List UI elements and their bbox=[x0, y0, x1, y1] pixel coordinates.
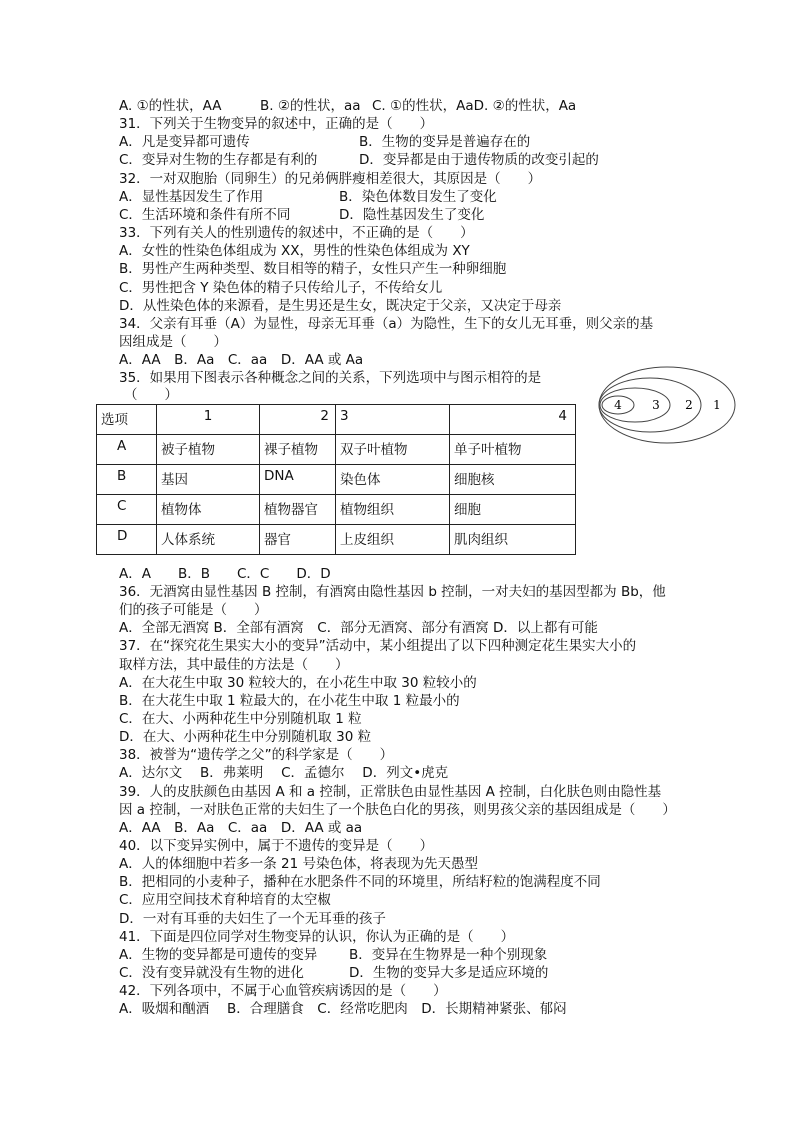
q30-option-cd: C. ①的性状，AaD. ②的性状，Aa bbox=[372, 98, 577, 114]
table-cell: 裸子植物 bbox=[260, 435, 336, 465]
q36-stem-line1: 36．无酒窝由显性基因 B 控制，有酒窝由隐性基因 b 控制，一对夫妇的基因型都为 Bb，他 bbox=[119, 584, 666, 600]
q38-stem: 38．被誉为“遗传学之父”的科学家是（ ） bbox=[119, 747, 394, 763]
circle-label: 2 bbox=[685, 398, 693, 412]
table-header-cell: 1 bbox=[157, 405, 260, 435]
q37-stem-line1: 37．在“探究花生果实大小的变异”活动中，某小组提出了以下四种测定花生果实大小的 bbox=[119, 638, 637, 654]
table-cell: 双子叶植物 bbox=[336, 435, 450, 465]
q30-option-a: A. ①的性状，AA bbox=[119, 98, 222, 114]
table-cell: 植物体 bbox=[157, 495, 260, 525]
q32-option-b: B．染色体数目发生了变化 bbox=[339, 189, 497, 205]
q41-option-a: A．生物的变异都是可遗传的变异 bbox=[119, 947, 318, 963]
q33-option-b: B．男性产生两种类型、数目相等的精子，女性只产生一种卵细胞 bbox=[119, 261, 507, 277]
q36-stem-line2: 们的孩子可能是（ ） bbox=[119, 602, 268, 618]
table-header-row bbox=[97, 405, 576, 435]
table-header-cell: 4 bbox=[450, 405, 576, 435]
table-cell: 细胞 bbox=[450, 495, 576, 525]
q33-option-d: D．从性染色体的来源看，是生男还是生女，既决定于父亲，又决定于母亲 bbox=[119, 298, 562, 314]
q37-option-a: A．在大花生中取 30 粒较大的，在小花生中取 30 粒较小的 bbox=[119, 675, 477, 691]
q35-stem-line1: 35．如果用下图表示各种概念之间的关系，下列选项中与图示相符的是 bbox=[119, 370, 542, 386]
table-cell: 植物器官 bbox=[260, 495, 336, 525]
q34-stem-line2: 因组成是（ ） bbox=[119, 334, 227, 350]
q32-stem: 32．一对双胞胎（同卵生）的兄弟俩胖瘦相差很大，其原因是（ ） bbox=[119, 171, 542, 187]
nested-circles-diagram bbox=[598, 366, 744, 446]
q39-options: A．AA B．Aa C．aa D．AA 或 aa bbox=[119, 820, 363, 836]
q32-option-d: D．隐性基因发生了变化 bbox=[339, 207, 485, 223]
q31-option-b: B．生物的变异是普遍存在的 bbox=[359, 134, 531, 150]
table-header-cell: 选项 bbox=[97, 405, 157, 435]
q31-option-a: A．凡是变异都可遗传 bbox=[119, 134, 250, 150]
q33-option-a: A．女性的性染色体组成为 XX，男性的性染色体组成为 XY bbox=[119, 243, 470, 259]
circle-label: 4 bbox=[614, 398, 622, 412]
q33-stem: 33．下列有关人的性别遗传的叙述中，不正确的是（ ） bbox=[119, 225, 474, 241]
table-cell: 肌肉组织 bbox=[450, 525, 576, 555]
q41-option-b: B．变异在生物界是一种个别现象 bbox=[349, 947, 548, 963]
table-cell: B bbox=[97, 465, 157, 495]
table-cell: 单子叶植物 bbox=[450, 435, 576, 465]
q30-option-b: B. ②的性状，aa bbox=[260, 98, 361, 114]
q36-options: A．全部无酒窝 B．全部有酒窝 C．部分无酒窝、部分有酒窝 D．以上都有可能 bbox=[119, 620, 598, 636]
circle-label: 1 bbox=[713, 398, 721, 412]
table-cell: 人体系统 bbox=[157, 525, 260, 555]
q35-options-table bbox=[96, 404, 576, 555]
table-header-cell: 2 bbox=[260, 405, 336, 435]
q33-option-c: C．男性把含 Y 染色体的精子只传给儿子，不传给女儿 bbox=[119, 280, 443, 296]
table-cell: D bbox=[97, 525, 157, 555]
q41-option-c: C．没有变异就没有生物的进化 bbox=[119, 965, 304, 981]
table-cell: 被子植物 bbox=[157, 435, 260, 465]
q37-stem-line2: 取样方法，其中最佳的方法是（ ） bbox=[119, 657, 349, 673]
table-cell: DNA bbox=[260, 465, 336, 495]
q34-options: A．AA B．Aa C．aa D．AA 或 Aa bbox=[119, 352, 364, 368]
q31-option-d: D．变异都是由于遗传物质的改变引起的 bbox=[359, 152, 599, 168]
table-cell: A bbox=[97, 435, 157, 465]
q42-stem: 42．下列各项中，不属于心血管疾病诱因的是（ ） bbox=[119, 983, 447, 999]
circle-label: 3 bbox=[652, 398, 660, 412]
q42-options: A．吸烟和酗酒 B．合理膳食 C．经常吃肥肉 D．长期精神紧张、郁闷 bbox=[119, 1001, 567, 1017]
table-row bbox=[97, 435, 576, 465]
table-cell: 细胞核 bbox=[450, 465, 576, 495]
table-row bbox=[97, 525, 576, 555]
table-row bbox=[97, 465, 576, 495]
q34-stem-line1: 34．父亲有耳垂（A）为显性，母亲无耳垂（a）为隐性，生下的女儿无耳垂，则父亲的基 bbox=[119, 316, 654, 332]
q41-option-d: D．生物的变异大多是适应环境的 bbox=[349, 965, 549, 981]
table-header-cell: 3 bbox=[336, 405, 450, 435]
table-cell: 植物组织 bbox=[336, 495, 450, 525]
q37-option-d: D．在大、小两种花生中分别随机取 30 粒 bbox=[119, 729, 372, 745]
q39-stem-line2: 因 a 控制，一对肤色正常的夫妇生了一个肤色白化的男孩，则男孩父亲的基因组成是（ ） bbox=[119, 802, 676, 818]
table-cell: 基因 bbox=[157, 465, 260, 495]
table-cell: C bbox=[97, 495, 157, 525]
q35-options: A．A B．B C．C D．D bbox=[119, 566, 331, 582]
q38-options: A．达尔文 B．弗莱明 C．孟德尔 D．列文•虎克 bbox=[119, 765, 449, 781]
q40-stem: 40．以下变异实例中，属于不遗传的变异是（ ） bbox=[119, 838, 434, 854]
q37-option-c: C．在大、小两种花生中分别随机取 1 粒 bbox=[119, 711, 362, 727]
q40-option-b: B．把相同的小麦种子，播种在水肥条件不同的环境里，所结籽粒的饱满程度不同 bbox=[119, 874, 601, 890]
q31-option-c: C．变异对生物的生存都是有利的 bbox=[119, 152, 318, 168]
table-cell: 上皮组织 bbox=[336, 525, 450, 555]
table-cell: 器官 bbox=[260, 525, 336, 555]
q31-stem: 31．下列关于生物变异的叙述中，正确的是（ ） bbox=[119, 116, 434, 132]
q40-option-a: A．人的体细胞中若多一条 21 号染色体，将表现为先天愚型 bbox=[119, 856, 478, 872]
table-row bbox=[97, 495, 576, 525]
q40-option-d: D．一对有耳垂的夫妇生了一个无耳垂的孩子 bbox=[119, 911, 386, 927]
q39-stem-line1: 39．人的皮肤颜色由基因 A 和 a 控制，正常肤色由显性基因 A 控制，白化肤色则由隐性基 bbox=[119, 784, 662, 800]
q32-option-c: C．生活环境和条件有所不同 bbox=[119, 207, 291, 223]
q37-option-b: B．在大花生中取 1 粒最大的，在小花生中取 1 粒最小的 bbox=[119, 693, 460, 709]
q32-option-a: A．显性基因发生了作用 bbox=[119, 189, 264, 205]
q40-option-c: C．应用空间技术育种培育的太空椒 bbox=[119, 892, 331, 908]
q41-stem: 41．下面是四位同学对生物变异的认识，你认为正确的是（ ） bbox=[119, 929, 515, 945]
table-cell: 染色体 bbox=[336, 465, 450, 495]
q35-stem-line2: （ ） bbox=[124, 387, 178, 403]
